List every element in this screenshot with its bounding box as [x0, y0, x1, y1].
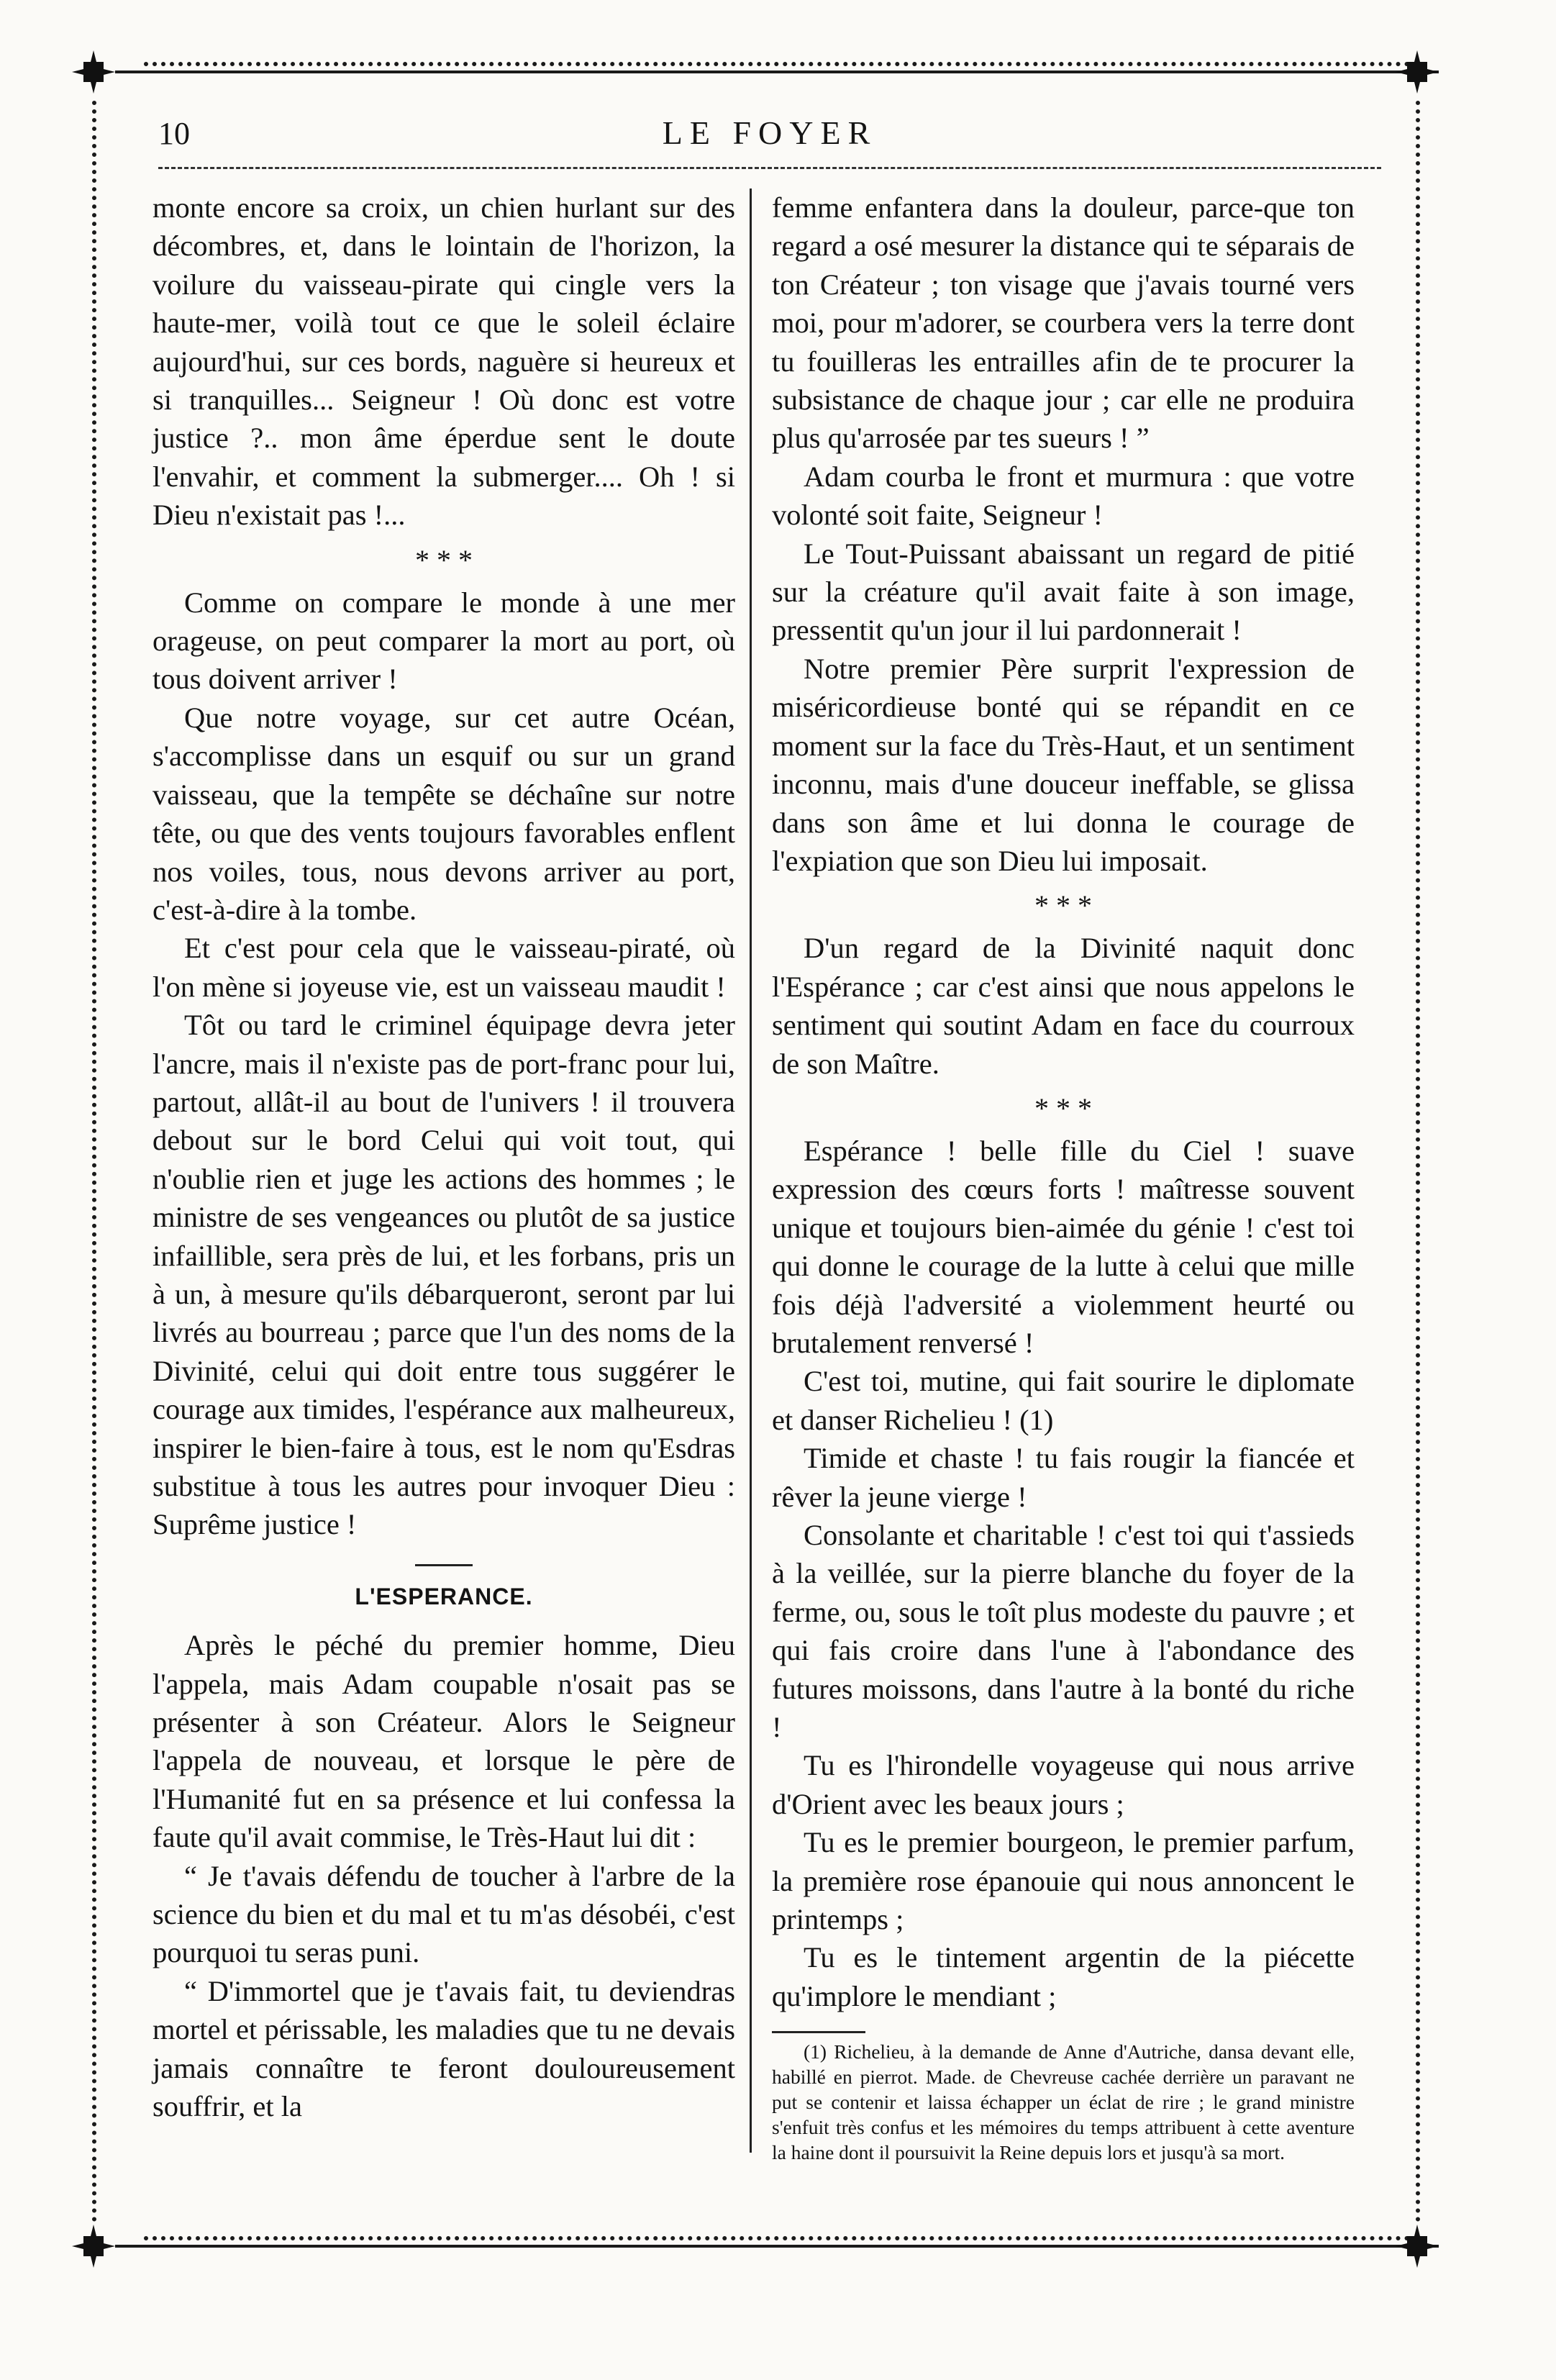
footnote-rule: [772, 2031, 865, 2033]
paragraph: Tu es le tintement argentin de la piécette qu'implore le mendiant ;: [772, 1941, 1355, 2012]
left-column: [153, 189, 735, 2126]
paragraph: Timide et chaste ! tu fais rougir la fiancée et rêver la jeune vierge !: [772, 1442, 1355, 1513]
paragraph: Consolante et charitable ! c'est toi qui t'assieds à la veillée, sur la pierre blanche du foyer de la ferme, ou, sous le toît plus modeste du pauvre ; et qui fais croire dans l'une à l'abondance des futures moissons, dans l'autre à la bonté du riche !: [772, 1519, 1355, 1744]
paragraph: femme enfantera dans la douleur, parce-que ton regard a osé mesurer la distance qui te séparais de ton Créateur ; ton visage que j'avais tourné vers moi, pour m'adorer, se courbera vers la terre dont tu fouilleras les entrailles afin de te procurer la subsistance de chaque jour ; car elle ne produira plus qu'arrosée par tes sueurs ! ”: [772, 191, 1355, 455]
paragraph: Tu es l'hirondelle voyageuse qui nous arrive d'Orient avec les beaux jours ;: [772, 1749, 1355, 1820]
head-rule: [158, 167, 1381, 169]
section-rule: [415, 1564, 473, 1566]
paragraph: Comme on compare le monde à une mer orageuse, on peut comparer la mort au port, où tous doivent arriver !: [153, 586, 735, 696]
paragraph: Que notre voyage, sur cet autre Océan, s'accomplisse dans un esquif ou sur un grand vaisseau, que la tempête se déchaîne sur notre tête, ou que des vents toujours favorables enflent nos voiles, tous, nous devons arriver au port, c'est-à-dire à la tombe.: [153, 701, 735, 926]
paragraph: Tôt ou tard le criminel équipage devra jeter l'ancre, mais il n'existe pas de port-franc pour lui, partout, allât-il au bout de l'univers ! il trouvera debout sur le bord Celui qui voit tout, qui n'oublie rien et juge les actions des hommes ; le ministre de ses vengeances ou plutôt de sa justice infaillible, sera près de lui, et les forbans, pris un à un, à mesure qu'ils débarqueront, seront par lui livrés au bourreau ; parce que l'un des noms de la Divinité, celui qui doit entre tous suggérer le courage aux timides, l'espérance aux malheureux, inspirer le bien-faire à tous, est le nom qu'Esdras substitue à tous les autres pour invoquer Dieu : Suprême justice !: [153, 1009, 735, 1541]
corner-ornament-bottom-right: [1396, 2225, 1439, 2268]
paragraph: “ D'immortel que je t'avais fait, tu deviendras mortel et périssable, les maladies que tu ne devais jamais connaître te feront douloureusement souffrir, et la: [153, 1974, 735, 2123]
corner-ornament-top-left: [72, 50, 115, 94]
running-head: [158, 108, 1381, 173]
corner-ornament-bottom-left: [72, 2225, 115, 2268]
frame-bottom-rule: [115, 2245, 1439, 2248]
frame-bottom-dots: [144, 2236, 1410, 2240]
paragraph: “ Je t'avais défendu de toucher à l'arbre de la science du bien et du mal et tu m'as désobéi, c'est pourquoi tu seras puni.: [153, 1859, 735, 1969]
paragraph: Adam courba le front et murmura : que votre volonté soit faite, Seigneur !: [772, 460, 1355, 532]
paragraph: Espérance ! belle fille du Ciel ! suave expression des cœurs forts ! maîtresse souvent unique et toujours bien-aimée du génie ! c'est toi qui donne le courage de la lutte à celui que mille fois déjà l'adversité a violemment heurté ou brutalement renversé !: [772, 1134, 1355, 1359]
paragraph: monte encore sa croix, un chien hurlant sur des décombres, et, dans le lointain de l'horizon, la voilure du vaisseau-pirate qui cingle vers la haute-mer, voilà tout ce que le soleil éclaire aujourd'hui, sur ces bords, naguère si heureux et si tranquilles... Seigneur ! Où donc est votre justice ?.. mon âme éperdue sent le doute l'envahir, et comment la submerger.... Oh ! si Dieu n'existait pas !...: [153, 191, 735, 532]
frame-right-dots: [1416, 101, 1420, 2223]
asterism: * * *: [1034, 1091, 1092, 1125]
paragraph: Tu es le premier bourgeon, le premier parfum, la première rose épanouie qui nous annoncent le printemps ;: [772, 1826, 1355, 1936]
paragraph: Le Tout-Puissant abaissant un regard de pitié sur la créature qu'il avait faite à son image, pressentit qu'un jour il lui pardonnerait !: [772, 537, 1355, 647]
paragraph: D'un regard de la Divinité naquit donc l'Espérance ; car c'est ainsi que nous appelons le sentiment qui soutint Adam en face du courroux de son Maître.: [772, 932, 1355, 1080]
journal-title: LE FOYER: [662, 114, 878, 151]
column-divider: [750, 189, 752, 2153]
section-title: L'ESPERANCE.: [355, 1583, 533, 1609]
asterism: * * *: [415, 543, 473, 576]
asterism: * * *: [1034, 889, 1092, 922]
page-number: 10: [158, 116, 190, 151]
right-column: [772, 189, 1355, 2165]
frame-top-rule: [115, 71, 1439, 73]
frame-top-dots: [144, 62, 1410, 66]
paragraph: C'est toi, mutine, qui fait sourire le diplomate et danser Richelieu ! (1): [772, 1365, 1355, 1436]
footnote: (1) Richelieu, à la demande de Anne d'Autriche, dansa devant elle, habillé en pierrot. Made. de Chevreuse cachée derrière un paravant ne put se contenir et laissa échapper un éclat de rire ; le grand ministre s'enfuit très confus et les mémoires du temps attribuent à cette aventure la haine dont il poursuivit la Reine depuis lors et jusqu'à sa mort.: [772, 2040, 1355, 2164]
paragraph: Après le péché du premier homme, Dieu l'appela, mais Adam coupable n'osait pas se présenter à son Créateur. Alors le Seigneur l'appela de nouveau, et lorsque le père de l'Humanité fut en sa présence et lui confessa la faute qu'il avait commise, le Très-Haut lui dit :: [153, 1629, 735, 1854]
paragraph: Notre premier Père surprit l'expression de miséricordieuse bonté qui se répandit en ce moment sur la face du Très-Haut, et un sentiment inconnu, mais d'une douceur ineffable, se glissa dans son âme et lui donna le courage de l'expiation que son Dieu lui imposait.: [772, 652, 1355, 877]
frame-left-dots: [92, 101, 96, 2223]
corner-ornament-top-right: [1396, 50, 1439, 94]
paragraph: Et c'est pour cela que le vaisseau-piraté, où l'on mène si joyeuse vie, est un vaisseau maudit !: [153, 932, 735, 1003]
